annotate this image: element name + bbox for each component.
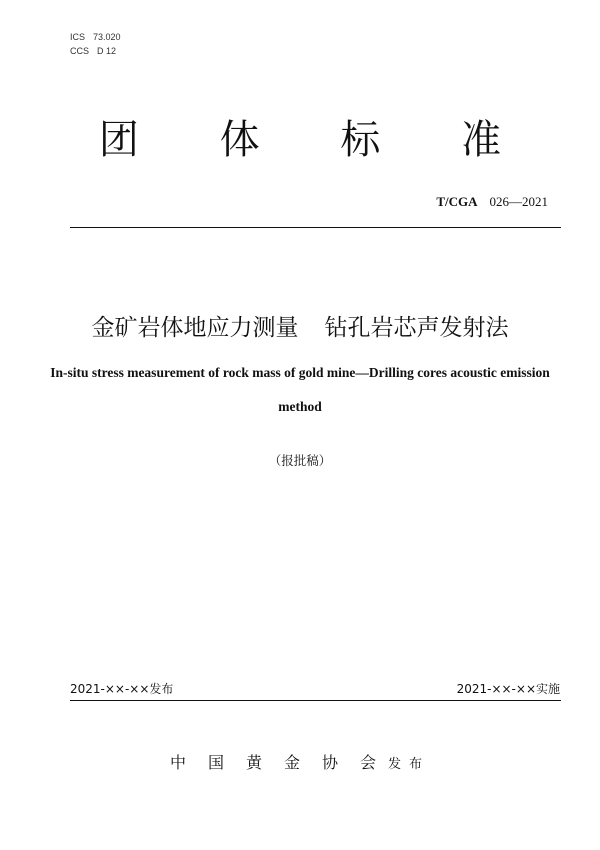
classification-codes <box>70 30 121 58</box>
ccs-row <box>70 44 121 58</box>
title-chinese-part2: 钻孔岩芯声发射法 <box>324 315 509 341</box>
publisher-organization: 中国黄金协会 <box>169 753 398 772</box>
issue-date: 2021-××-××发布 <box>70 682 174 696</box>
ics-label: ICS <box>70 32 86 42</box>
implementation-date: 2021-××-××实施 <box>456 682 560 696</box>
standard-number <box>436 194 548 210</box>
standard-code: T/CGA <box>436 194 478 209</box>
publisher-action: 发布 <box>388 757 431 772</box>
ccs-label: CCS <box>70 46 90 56</box>
bottom-divider <box>70 700 561 701</box>
top-divider <box>70 227 561 228</box>
standard-number-value: 026—2021 <box>489 194 548 209</box>
publisher <box>0 752 600 776</box>
ccs-value: D 12 <box>97 46 117 56</box>
standard-category: 团 体 标 准 <box>98 117 536 163</box>
ics-value: 73.020 <box>93 32 121 42</box>
title-chinese-part1: 金矿岩体地应力测量 <box>91 315 299 341</box>
title-chinese <box>0 313 600 343</box>
ics-row <box>70 30 121 44</box>
draft-status: （报批稿） <box>268 453 332 468</box>
title-english: In-situ stress measurement of rock mass of gold mine—Drilling cores acoustic emission method <box>50 365 550 414</box>
